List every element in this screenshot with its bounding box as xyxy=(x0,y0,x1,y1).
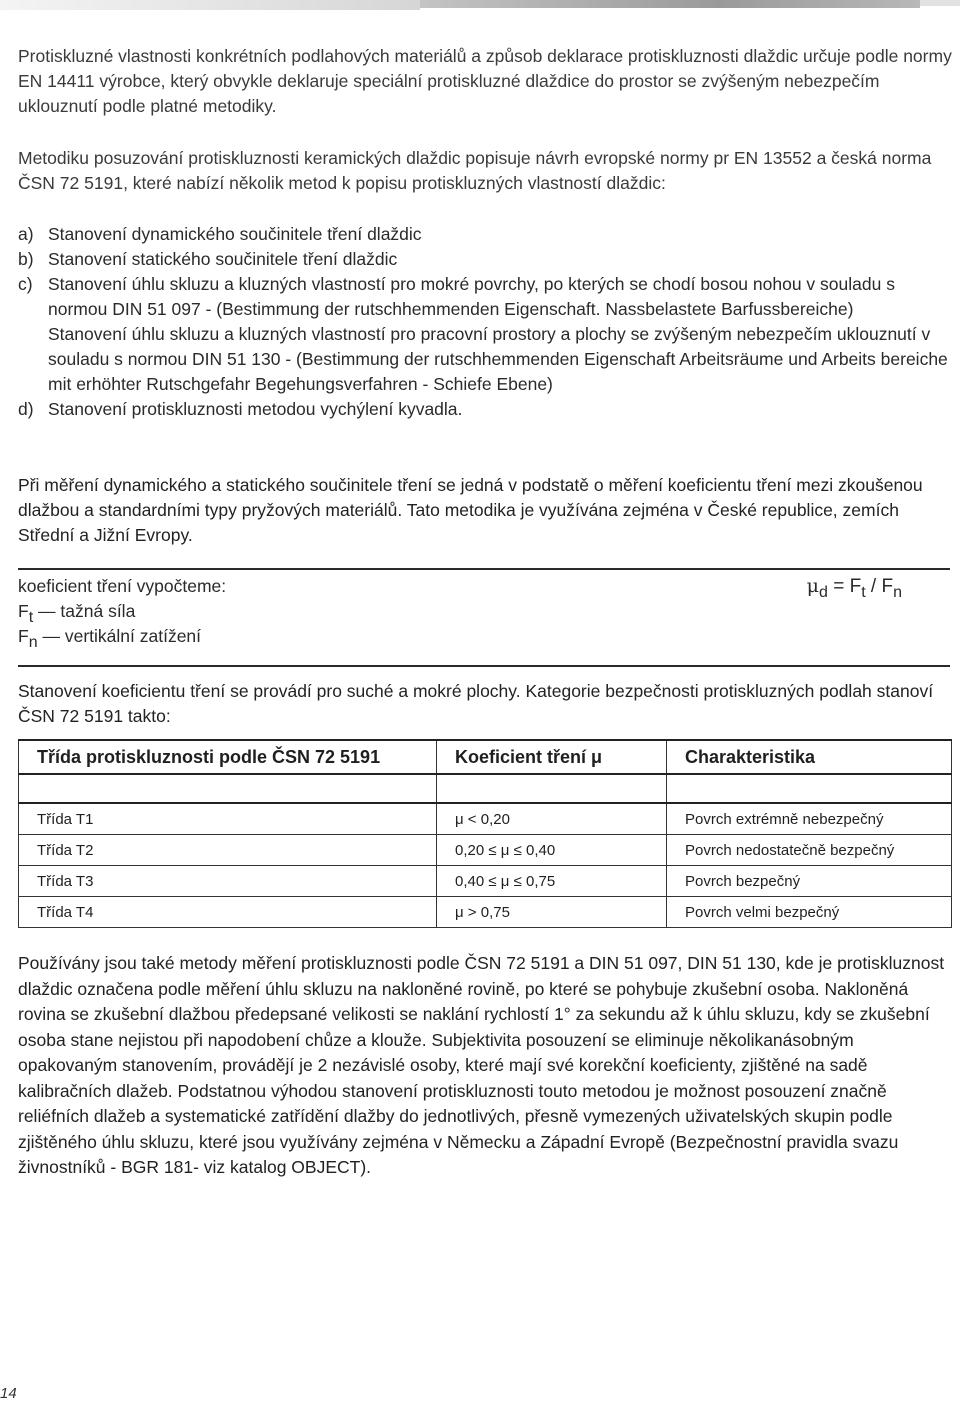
table-cell-empty xyxy=(667,774,952,803)
list-item xyxy=(18,247,958,272)
section-divider xyxy=(18,665,950,667)
list-item xyxy=(18,222,958,247)
list-marker: a) xyxy=(18,224,34,244)
mu-subscript: d xyxy=(819,584,828,601)
table-cell-characteristic: Povrch nedostatečně bezpečný xyxy=(667,835,952,866)
formula-divide-fn: / F xyxy=(870,576,894,597)
formula-fn-subscript: n xyxy=(893,584,902,601)
formula-ft-definition xyxy=(18,599,954,624)
list-item-text-secondary: Stanovení úhlu skluzu a kluzných vlastností pro pracovní prostory a plochy se zvýšeným nebezpečím uklouznutí v souladu s normou DIN 51 130 - (Bestimmung der rutschhemmenden Eigenschaft Arbeitsräume und Arbeits bereiche mit erhöhter Rutschgefahr Begehungsverfahren - Schiefe Ebene) xyxy=(48,324,948,394)
section-divider xyxy=(18,568,950,570)
table-row xyxy=(19,897,952,928)
table-cell-empty xyxy=(19,774,437,803)
table-cell-empty xyxy=(437,774,667,803)
list-marker: d) xyxy=(18,399,34,419)
mu-symbol: μ xyxy=(806,575,820,597)
slip-resistance-table xyxy=(18,739,952,928)
formula-intro: koeficient tření vypočteme: xyxy=(18,576,227,596)
table-cell-coefficient: μ > 0,75 xyxy=(437,897,667,928)
table-cell-coefficient: 0,20 ≤ μ ≤ 0,40 xyxy=(437,835,667,866)
table-cell-characteristic: Povrch velmi bezpečný xyxy=(667,897,952,928)
fn-symbol: F xyxy=(18,626,29,646)
list-marker: c) xyxy=(18,274,33,294)
formula-fn-definition xyxy=(18,624,954,649)
list-item-text: Stanovení dynamického součinitele tření dlaždic xyxy=(48,224,422,244)
ft-symbol: F xyxy=(18,601,29,621)
list-marker: b) xyxy=(18,249,34,269)
table-cell-class: Třída T4 xyxy=(19,897,437,928)
page-number: 14 xyxy=(0,1385,17,1402)
table-cell-class: Třída T3 xyxy=(19,866,437,897)
fn-description: — vertikální zatížení xyxy=(42,626,202,646)
list-item-text: Stanovení protiskluznosti metodou vychýlení kyvadla. xyxy=(48,399,463,419)
ft-description: — tažná síla xyxy=(38,601,136,621)
paragraph-measurement: Při měření dynamického a statického součinitele tření se jedná v podstatě o měření koeficientu tření mezi zkoušenou dlažbou a standardními typy pryžových materiálů. Tato metodika je využívána zejména v České republice, zemích Střední a Jižní Evropy. xyxy=(18,475,923,545)
header-decoration-bar xyxy=(0,0,960,10)
formula-equals-ft: = F xyxy=(833,576,862,597)
table-cell-characteristic: Povrch bezpečný xyxy=(667,866,952,897)
list-item xyxy=(18,272,958,397)
table-header-characteristic: Charakteristika xyxy=(667,740,952,774)
paragraph-intro: Protiskluzné vlastnosti konkrétních podlahových materiálů a způsob deklarace protiskluznosti dlaždic určuje podle normy EN 14411 výrobce, který obvykle deklaruje speciální protiskluzné dlaždice do prostor se zvýšeným nebezpečím uklouznutí podle platné metodiky. xyxy=(18,46,952,116)
ft-subscript: t xyxy=(28,609,34,626)
header-bar-segment-end xyxy=(920,0,960,6)
table-row xyxy=(19,835,952,866)
table-row xyxy=(19,803,952,835)
table-header-coefficient: Koeficient tření μ xyxy=(437,740,667,774)
table-spacer-row xyxy=(19,774,952,803)
table-header-class: Třída protiskluznosti podle ČSN 72 5191 xyxy=(19,740,437,774)
list-item-text: Stanovení statického součinitele tření dlaždic xyxy=(48,249,398,269)
friction-formula xyxy=(807,574,902,599)
header-bar-segment-light xyxy=(0,0,420,10)
list-item-text: Stanovení úhlu skluzu a kluzných vlastností pro mokré povrchy, po kterých se chodí bosou nohou v souladu s normou DIN 51 097 - (Bestimmung der rutschhemmenden Eigenschaft. Nassbelastete Barfussbereiche) xyxy=(48,274,895,319)
table-row xyxy=(19,866,952,897)
formula-ft-subscript: t xyxy=(861,584,866,601)
formula-section xyxy=(18,574,954,649)
table-cell-coefficient: 0,40 ≤ μ ≤ 0,75 xyxy=(437,866,667,897)
paragraph-methodology: Metodiku posuzování protiskluznosti keramických dlaždic popisuje návrh evropské normy pr EN 13552 a česká norma ČSN 72 5191, které nabízí několik metod k popisu protiskluzných vlastností dlaždic: xyxy=(18,148,932,193)
methods-list xyxy=(18,222,958,422)
list-item xyxy=(18,397,958,422)
paragraph-inclined-plane-method: Používány jsou také metody měření protiskluznosti podle ČSN 72 5191 a DIN 51 097, DIN 51 130, kde je protiskluznost dlaždic označena podle měření úhlu skluzu na nakloněné rovině, po které se pohybuje zkušební osoba. Nakloněná rovina se zkušební dlažbou předepsané velikosti se naklání rychlostí 1° za sekundu až k úhlu skluzu, kdy se zkušební osoba stane nejistou při napodobení chůze a klouže. Subjektivita posouzení se eliminuje několikanásobným opakovaným stanovením, provádějí je 2 nezávislé osoby, které mají své korekční koeficienty, zjištěné na sadě kalibračních dlažeb. Podstatnou výhodou stanovení protiskluznosti touto metodou je možnost posouzení značně reliéfních dlažeb a systematické zatřídění dlažby do jednotlivých, přesně vymezených uživatelských skupin podle zjištěného úhlu skluzu, které jsou využívány zejména v Německu a Západní Evropě (Bezpečnostní pravidla svazu živnostníků - BGR 181- viz katalog OBJECT). xyxy=(18,953,945,1177)
table-cell-characteristic: Povrch extrémně nebezpečný xyxy=(667,803,952,835)
table-cell-class: Třída T2 xyxy=(19,835,437,866)
header-bar-segment-dark xyxy=(420,0,920,8)
fn-subscript: n xyxy=(28,634,38,651)
table-cell-coefficient: μ < 0,20 xyxy=(437,803,667,835)
paragraph-categories: Stanovení koeficientu tření se provádí pro suché a mokré plochy. Kategorie bezpečnosti protiskluzných podlah stanoví ČSN 72 5191 takto: xyxy=(18,681,934,726)
table-header-row xyxy=(19,740,952,774)
table-cell-class: Třída T1 xyxy=(19,803,437,835)
